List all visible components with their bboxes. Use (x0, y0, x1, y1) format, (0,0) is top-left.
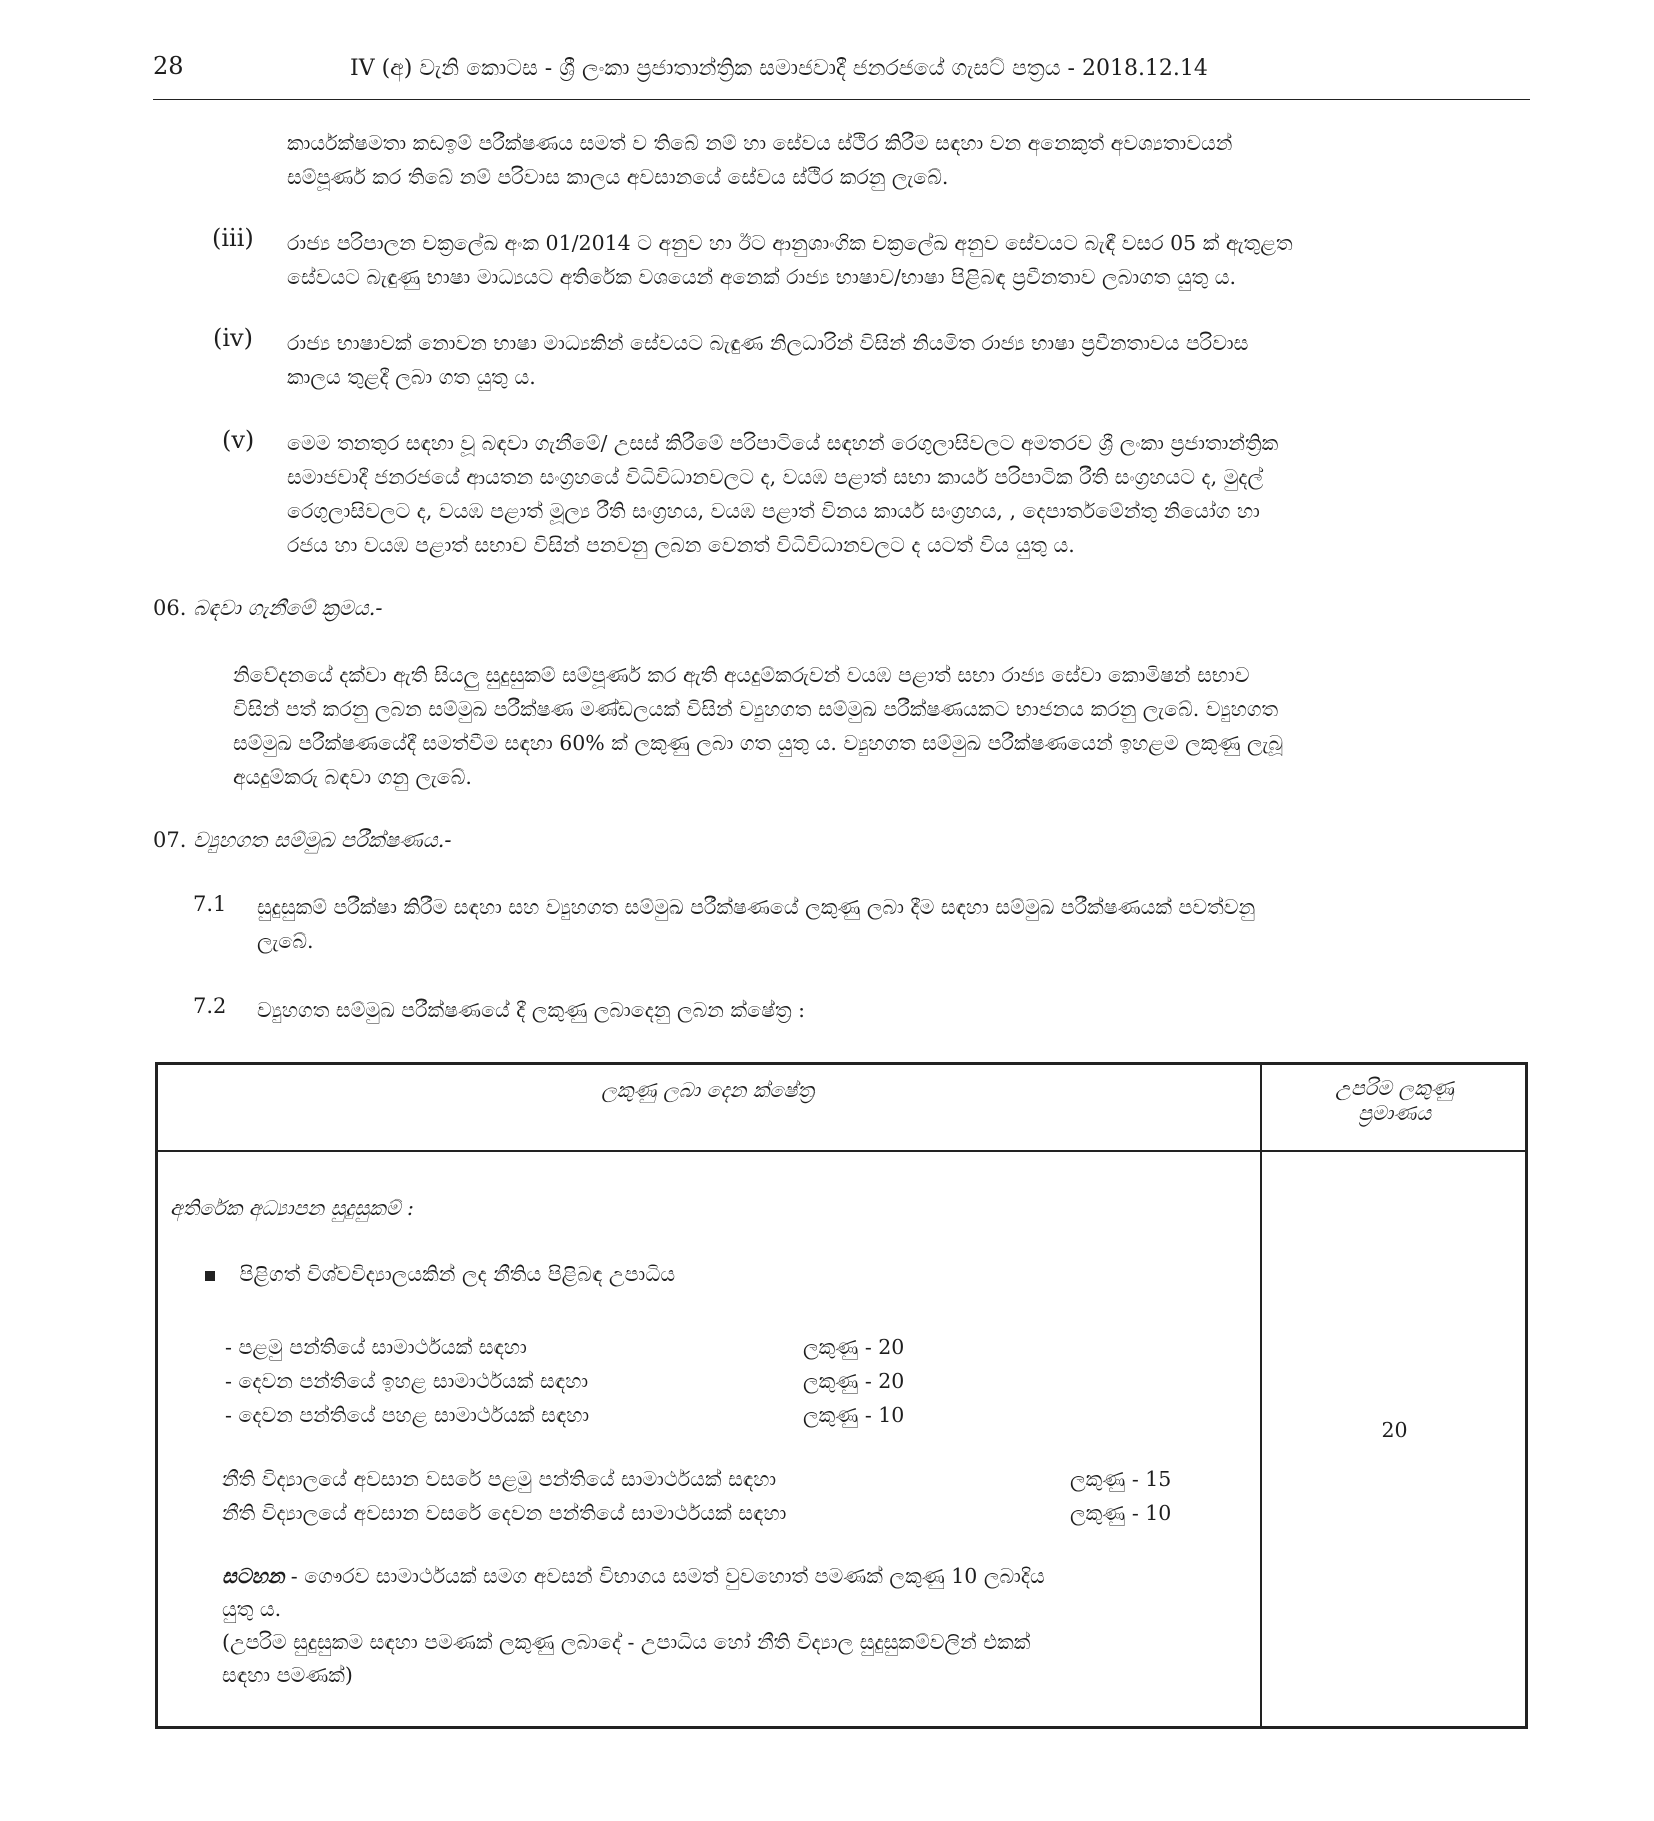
intro-paragraph (287, 126, 1530, 194)
section-title: ව්‍යුහගත සම්මුඛ පරීක්ෂණය.- (193, 828, 452, 852)
header-rule (153, 99, 1530, 100)
marks-value: ලකුණු - 15 (1070, 1467, 1172, 1491)
text-line: රෙගුලාසිවලට ද, වයඹ පළාත් මූල්‍ය රීති සංග්‍රහය, වයඹ පළාත් විනය කාර්ය සංග්‍රහය, , දෙපාර්තමේන්තු නියෝග හා (287, 499, 1260, 523)
class-row-label: - දෙවන පන්තියේ පහළ සාමාර්ථයක් සඳහා (225, 1403, 590, 1427)
bullet-text: පිළිගත් විශ්වවිද්‍යාලයකින් ලද නීතිය පිළිබඳ උපාධිය (239, 1262, 676, 1286)
law-row-label: නීති විද්‍යාලයේ අවසාන වසරේ පළමු පන්තියේ සාමාර්ථයක් සඳහා (222, 1467, 777, 1491)
note-label: සටහන (222, 1564, 285, 1588)
qualification-heading: අතිරේක අධ්‍යාපන සුදුසුකම් : (170, 1196, 414, 1220)
table-header-max-marks (1262, 1076, 1527, 1126)
text-line: සුදුසුකම් පරීක්ෂා කිරීම සඳහා සහ ව්‍යුහගත සම්මුඛ පරීක්ෂණයේ ලකුණු ලබා දීම සඳහා සම්මුඛ පරීක්ෂණයක් පවත්වනු (257, 895, 1256, 919)
note-line: (උපරිම සුදුසුකම සඳහා පමණක් ලකුණු ලබාදේ - උපාධිය හෝ නීති විද්‍යාල සුදුසුකම්වලින් එකක් (222, 1630, 1031, 1654)
page-number: 28 (153, 52, 184, 80)
table-header-fields: ලකුණු ලබා දෙන ක්ෂේත්‍ර (601, 1078, 814, 1102)
law-college-rows (222, 1462, 786, 1530)
text-line: සම්මුඛ පරීක්ෂණයේදී සමත්වීම සඳහා 60% ක් ලකුණු ලබා ගත යුතු ය. ව්‍යුහගත සම්මුඛ පරීක්ෂණයෙන් ඉහළම ලකුණු ලැබූ (233, 731, 1283, 755)
text-line: රාජ්‍ය පරිපාලන චක්‍රලේඛ අංක 01/2014 ට අනුව හා ඊට ආනුශාංගික චක්‍රලේඛ අනුව සේවයට බැඳී වසර 05 ක් ඇතුළත (287, 231, 1293, 255)
note-line: සටහන - ගෞරව සාමාර්ථයක් සමග අවසන් විභාගය සමත් වුවහොත් පමණක් ලකුණු 10 ලබාදිය (222, 1564, 1045, 1588)
text-line: සමාජවාදී ජනරජයේ ආයතන සංග්‍රහයේ විධිවිධානවලට ද, වයඹ පළාත් සභා කාර්ය පරිපාටික රීති සංග්‍රහයට ද, මුදල් (287, 465, 1264, 489)
text-line: රාජ්‍ය භාෂාවක් නොවන භාෂා මාධ්‍යකින් සේවයට බැඳුණ නිලධාරින් විසින් නියමිත රාජ්‍ය භාෂා ප්‍රවීනතාවය පරිවාස (287, 331, 1249, 355)
header-line: උපරිම ලකුණු (1335, 1076, 1454, 1100)
text-line: නිවේදනයේ දක්වා ඇති සියලු සුදුසුකම් සම්පූර්ණ කර ඇති අයදුම්කරුවන් වයඹ පළාත් සභා රාජ්‍ය සේවා කොමිෂන් සභාව (233, 663, 1250, 687)
table-note (222, 1560, 1247, 1692)
text-line: කාර්යක්ෂමතා කඩඉම් පරීක්ෂණය සමත් ව තිබේ නම් හා සේවය ස්ථිර කිරීම සඳහා වන අනෙකුත් අවශ්‍යතාවයන් (287, 131, 1233, 155)
max-marks-value: 20 (1381, 1418, 1408, 1442)
law-row-label: නීති විද්‍යාලයේ අවසාන වසරේ දෙවන පන්තියේ සාමාර්ථයක් සඳහා (222, 1501, 787, 1525)
text-line: විසින් පත් කරනු ලබන සම්මුඛ පරීක්ෂණ මණ්ඩලයක් විසින් ව්‍යුහගත සම්මුඛ පරීක්ෂණයකට භාජනය කරනු ලැබේ. ව්‍යුහගත (233, 697, 1279, 721)
section-heading (153, 596, 383, 621)
section-number: 06. (153, 596, 187, 620)
text-line: අයදුම්කරු බඳවා ගනු ලැබේ. (233, 765, 472, 789)
item-paragraph (287, 326, 1530, 394)
text-line: සේවයට බැඳුණු භාෂා මාධ්‍යයට අතිරේක වශයෙන් අනෙක් රාජ්‍ය භාෂාව/භාෂා පිළිබඳ ප්‍රවීනතාව ලබාගත යුතු ය. (287, 265, 1237, 289)
table-header-divider (155, 1150, 1527, 1152)
class-rows (225, 1330, 589, 1432)
text-line: ලැබේ. (257, 929, 314, 953)
class-row-label: - දෙවන පන්තියේ ඉහළ සාමාර්ථයක් සඳහා (225, 1369, 589, 1393)
note-line: යුතු ය. (222, 1597, 282, 1621)
text-line: සම්පූර්ණ කර තිබේ නම් පරිවාස කාලය අවසානයේ සේවය ස්ථිර කරනු ලැබේ. (287, 165, 949, 189)
marks-value: ලකුණු - 10 (1070, 1501, 1172, 1525)
header-line: ප්‍රමාණය (1357, 1101, 1432, 1125)
subsection-number: 7.1 (193, 892, 227, 916)
law-row-marks (1070, 1462, 1171, 1530)
subsection-number: 7.2 (193, 994, 227, 1018)
text-line: කාලය තුළදී ලබා ගත යුතු ය. (287, 365, 536, 389)
table-column-divider (1260, 1062, 1262, 1728)
subsection-text: ව්‍යුහගත සම්මුඛ පරීක්ෂණයේ දී ලකුණු ලබාදෙනු ලබන ක්ෂේත්‍ර : (257, 998, 806, 1022)
item-paragraph (287, 426, 1530, 562)
section-title: බඳවා ගැනීමේ ක්‍රමය.- (193, 596, 383, 620)
bullet-item (205, 1262, 675, 1287)
section-number: 07. (153, 828, 187, 852)
item-paragraph (287, 226, 1530, 294)
section-paragraph (233, 658, 1530, 794)
item-number: (iii) (212, 224, 254, 252)
marks-value: ලකුණු - 20 (803, 1369, 905, 1393)
note-line: සඳහා පමණක්) (222, 1663, 353, 1687)
marks-value: ලකුණු - 20 (803, 1335, 905, 1359)
section-heading (153, 828, 452, 853)
text-line: මෙම තනතුර සඳහා වූ බඳවා ගැනීමේ/ උසස් කිරීමේ පරිපාටියේ සඳහන් රෙගුලාසිවලට අමතරව ශ්‍රී ලංකා ප්‍රජාතාන්ත්‍රික (287, 431, 1279, 455)
marks-value: ලකුණු - 10 (803, 1403, 905, 1427)
class-row-marks (803, 1330, 904, 1432)
class-row-label: - පළමු පන්තියේ සාමාර්ථයක් සඳහා (225, 1335, 527, 1359)
item-number: (iv) (213, 324, 253, 352)
gazette-header-title: IV (අ) වැනි කොටස - ශ්‍රී ලංකා ප්‍රජාතාන්ත්‍රික සමාජවාදී ජනරජයේ ගැසට් පත්‍රය - 2018.12.14 (350, 56, 1208, 81)
item-number: (v) (222, 426, 255, 454)
text-line: රජය හා වයඹ පළාත් සභාව විසින් පනවනු ලබන වෙනත් විධිවිධානවලට ද යටත් විය යුතු ය. (287, 533, 1075, 557)
subsection-paragraph (257, 890, 1530, 958)
square-bullet-icon (205, 1271, 215, 1281)
